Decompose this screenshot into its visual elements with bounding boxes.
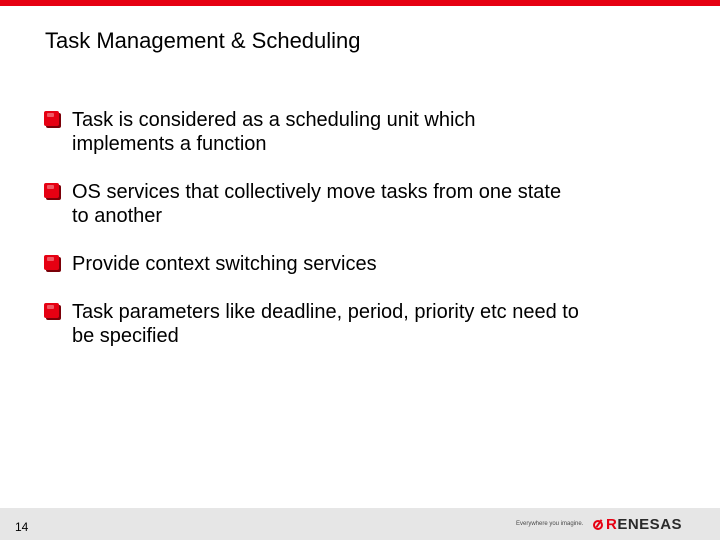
logo-mark-icon <box>593 520 603 530</box>
bullet-icon <box>44 183 59 198</box>
slide-footer <box>0 508 720 540</box>
company-logo <box>593 516 682 534</box>
bullet-text-line2: to another <box>72 205 163 227</box>
logo-rest: ENESAS <box>617 516 683 533</box>
bullet-text-line1: OS services that collectively move tasks from one state <box>72 181 562 203</box>
slide-title: Task Management & Scheduling <box>45 28 361 53</box>
bullet-item <box>44 108 704 156</box>
company-tagline: Everywhere you imagine. <box>516 521 584 527</box>
bullet-text-line1: Task parameters like deadline, period, priority etc need to <box>72 301 579 323</box>
bullet-icon <box>44 111 59 126</box>
bullet-text-line1: Task is considered as a scheduling unit which <box>72 109 476 131</box>
bullet-item <box>44 252 704 276</box>
logo-text <box>606 516 682 534</box>
bullet-icon <box>44 303 59 318</box>
bullet-text-line1: Provide context switching services <box>72 253 377 275</box>
logo-first-letter: R <box>606 516 618 533</box>
bullet-list <box>44 108 704 372</box>
bullet-item <box>44 180 704 228</box>
bullet-text-line2: be specified <box>72 325 179 347</box>
bullet-icon <box>44 255 59 270</box>
bullet-item <box>44 300 704 348</box>
top-accent-bar <box>0 0 720 6</box>
page-number: 14 <box>15 520 29 534</box>
bullet-text-line2: implements a function <box>72 133 267 155</box>
